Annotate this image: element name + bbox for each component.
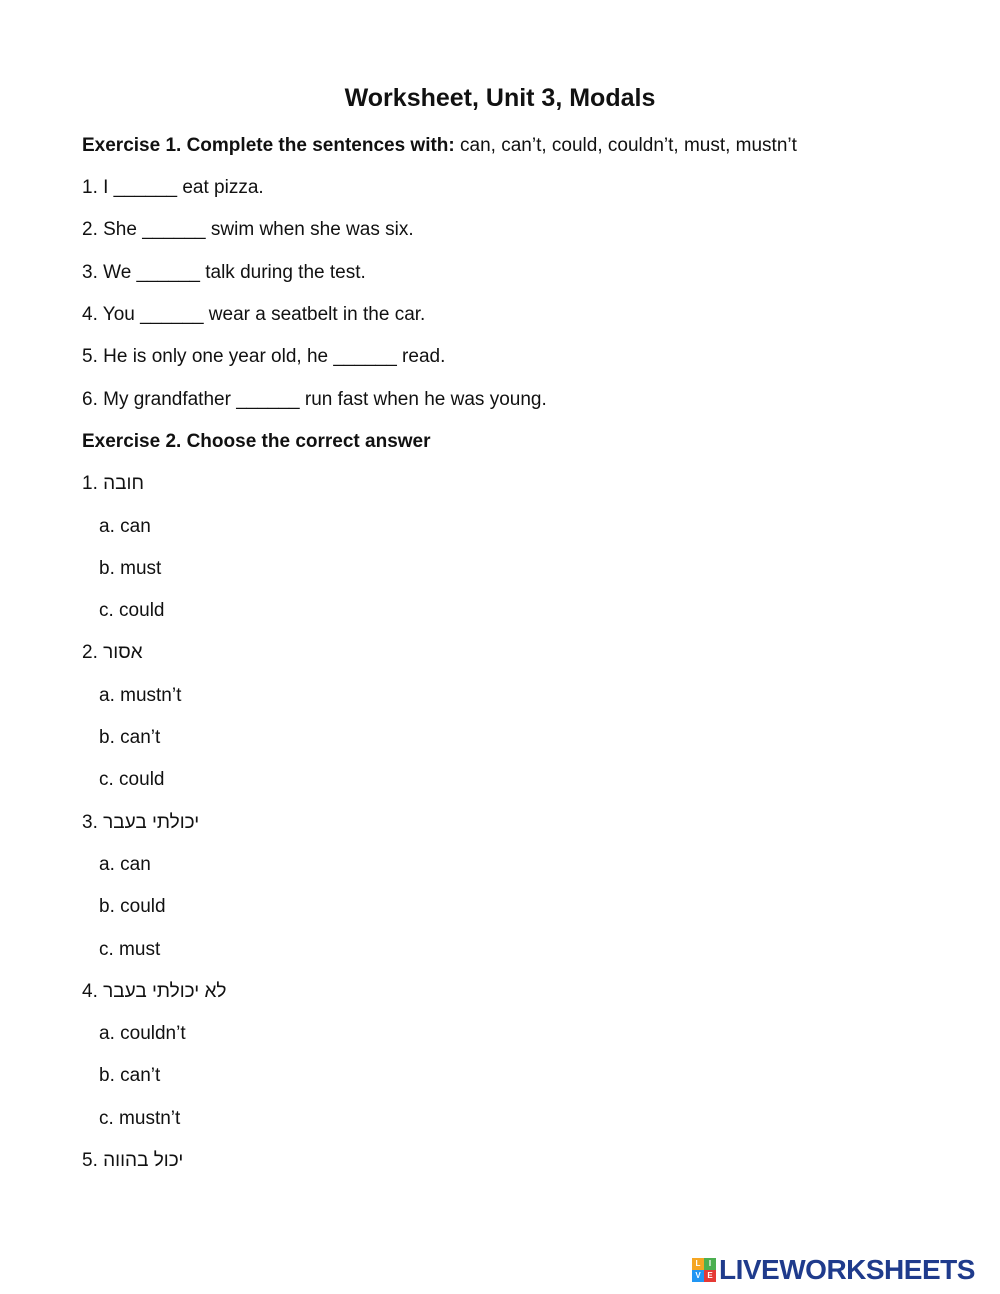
question-1-option-a[interactable]: a. can [99,516,151,537]
question-4 [82,980,226,1004]
logo-mark-letter: V [692,1270,704,1282]
exercise-1-sentence-2: 2. She ______ swim when she was six. [82,219,414,240]
question-4-prompt: לא יכולתי בעבר [103,981,227,1002]
question-3-number: 3. [82,812,98,833]
question-4-option-a[interactable]: a. couldn’t [99,1023,186,1044]
question-3 [82,811,199,835]
question-2-prompt: אסור [103,642,143,663]
exercise-1-heading [82,134,797,158]
liveworksheets-logo-icon [692,1258,716,1282]
question-4-option-b[interactable]: b. can’t [99,1065,161,1086]
liveworksheets-logo-text: LIVEWORKSHEETS [719,1254,975,1285]
exercise-1-sentence-1: 1. I ______ eat pizza. [82,177,264,198]
logo-mark-letter: I [704,1258,716,1270]
question-2-number: 2. [82,642,98,663]
exercise-2-heading: Exercise 2. Choose the correct answer [82,431,431,452]
question-5-number: 5. [82,1150,98,1171]
exercise-1-sentence-6: 6. My grandfather ______ run fast when he was young. [82,389,547,410]
question-3-option-b[interactable]: b. could [99,896,166,917]
question-2 [82,641,143,665]
question-1-option-b[interactable]: b. must [99,558,162,579]
exercise-1-sentence-3: 3. We ______ talk during the test. [82,262,366,283]
question-1-number: 1. [82,473,98,494]
question-5 [82,1149,183,1173]
question-1 [82,472,144,496]
question-4-option-c[interactable]: c. mustn’t [99,1108,181,1129]
logo-mark-letter: E [704,1270,716,1282]
question-3-prompt: יכולתי בעבר [103,812,200,833]
question-2-option-c[interactable]: c. could [99,769,165,790]
question-5-prompt: יכול בהווה [103,1150,184,1171]
question-1-prompt: חובה [103,473,144,494]
question-2-option-a[interactable]: a. mustn’t [99,685,182,706]
question-3-option-c[interactable]: c. must [99,939,161,960]
logo-mark-letter: L [692,1258,704,1270]
exercise-1-sentence-5: 5. He is only one year old, he ______ read. [82,346,446,367]
liveworksheets-logo [692,1254,975,1286]
worksheet-title: Worksheet, Unit 3, Modals [344,84,656,112]
question-3-option-a[interactable]: a. can [99,854,151,875]
exercise-1-heading-bold: Exercise 1. Complete the sentences with: [82,135,455,156]
question-4-number: 4. [82,981,98,1002]
exercise-1-word-list: can, can’t, could, couldn’t, must, mustn’t [454,135,797,156]
question-2-option-b[interactable]: b. can’t [99,727,161,748]
exercise-1-sentence-4: 4. You ______ wear a seatbelt in the car. [82,304,426,325]
question-1-option-c[interactable]: c. could [99,600,165,621]
